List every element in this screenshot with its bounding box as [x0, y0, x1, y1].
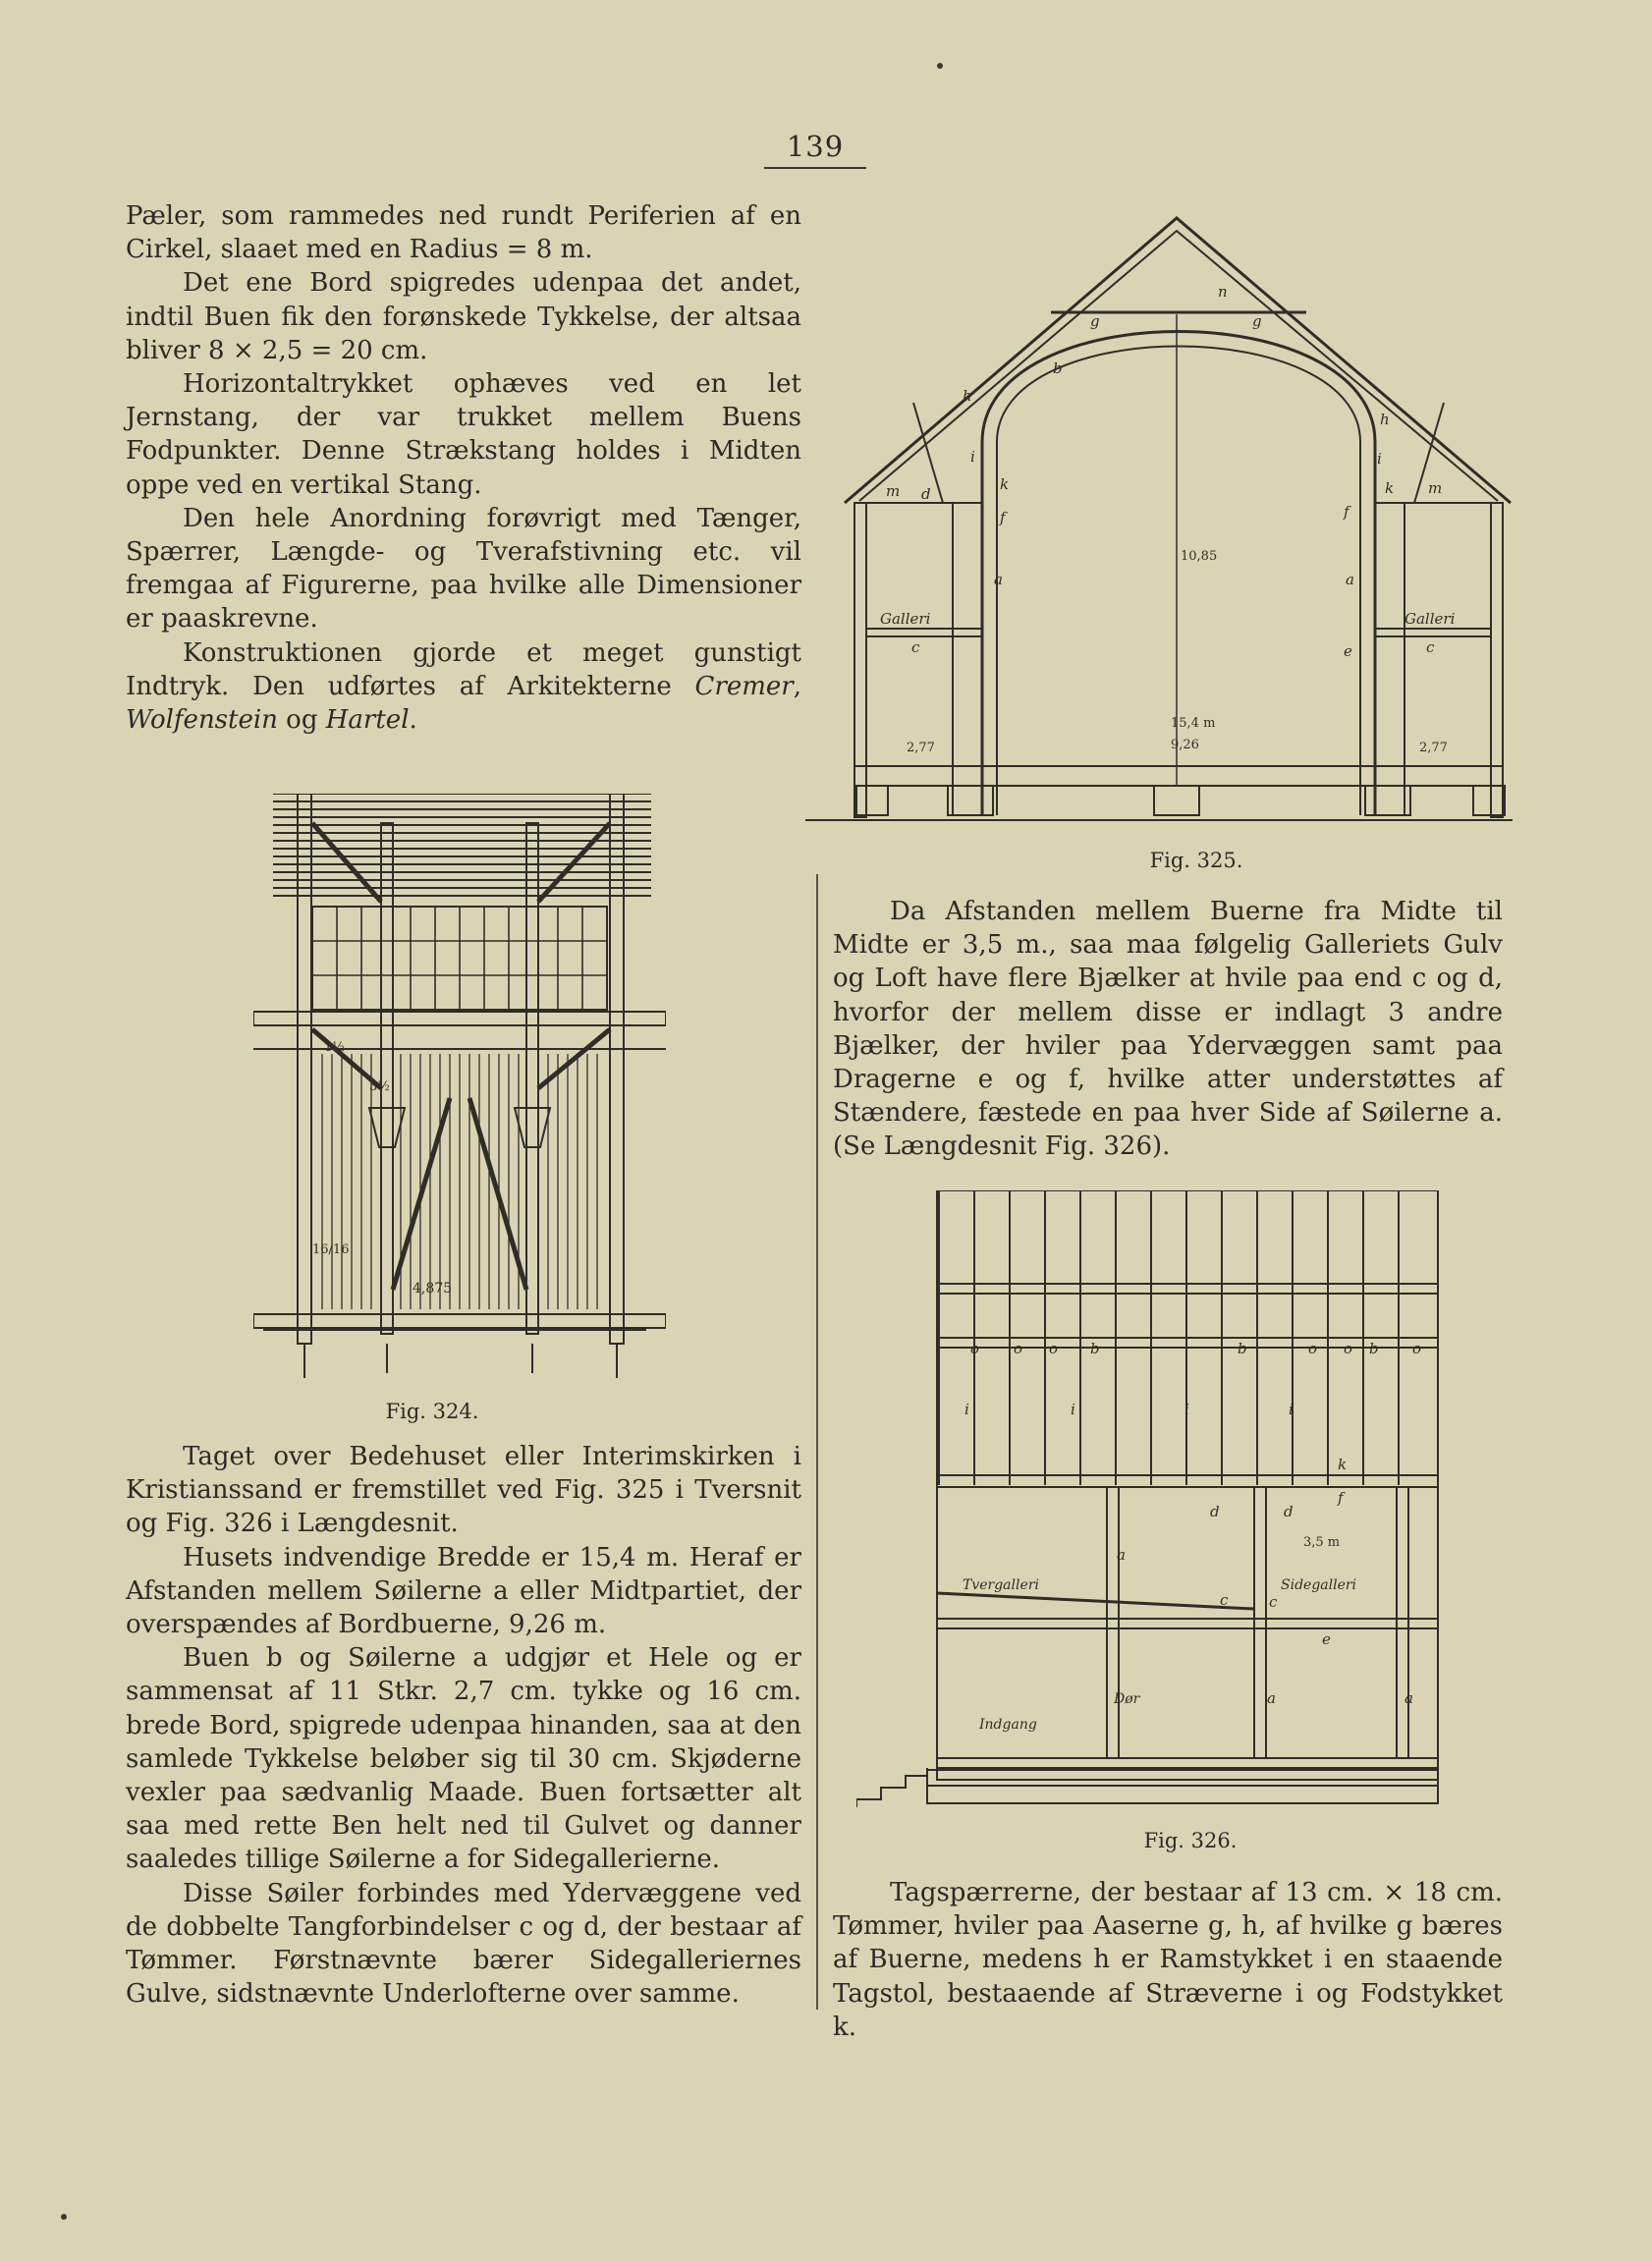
figure-324-caption: Fig. 324. [385, 1400, 479, 1423]
label: a [1346, 571, 1354, 588]
label: i [1184, 1401, 1189, 1418]
paragraph: Den hele Anordning forøvrigt med Tænger, Spærrer, Længde- og Tverafstivning etc. vil fremgaa af Figurerne, paa hvilke alle Dimensioner er paaskrevne. [126, 503, 801, 634]
height-label: 10,85 [1181, 549, 1218, 564]
post [298, 794, 311, 1344]
gallery-floor [1375, 629, 1491, 636]
label: c [1426, 638, 1435, 656]
label: o [970, 1340, 980, 1357]
label: c [1220, 1591, 1229, 1609]
label: c [1269, 1593, 1278, 1611]
label: Indgang [979, 1717, 1037, 1733]
figure-324-drawing [253, 794, 666, 1383]
paragraph: Pæler, som rammedes ned rundt Periferien af en Cirkel, slaaet med en Radius = 8 m. [126, 201, 801, 265]
pillar [1107, 1487, 1119, 1758]
right-column-mid-text [833, 895, 1503, 1164]
paragraph: Husets indvendige Bredde er 15,4 m. Heraf er Afstanden mellem Søilerne a eller Midtpartiet, der overspændes af Bordbuerne, 9,26 m. [126, 1542, 801, 1640]
label: o [1412, 1340, 1422, 1357]
label: Dør [1114, 1691, 1140, 1707]
label: i [1377, 450, 1382, 468]
label: e [1344, 642, 1352, 660]
label: o [1308, 1340, 1318, 1357]
paragraph: Horizontaltrykket ophæves ved en let Jernstang, der var trukket mellem Buens Fodpunkter. Denne Strækstang holdes i Midten oppe ved en vertikal Stang. [126, 369, 801, 500]
foundation-stone [1154, 786, 1199, 815]
paragraph: Tagspærrerne, der bestaar af 13 cm. × 18 cm. Tømmer, hviler paa Aaserne g, h, af hvilke g bæres af Buerne, medens h er Ramstykket i en staaende Tagstol, bestaaende af Stræverne i og Fodstykket k. [833, 1878, 1503, 2042]
paragraph: Taget over Bedehuset eller Interimskirken i Kristianssand er fremstillet ved Fig. 325 i Tversnit og Fig. 326 i Længdesnit. [126, 1442, 801, 1539]
architect-name: Hartel [325, 705, 410, 736]
architect-name: Cremer [694, 671, 794, 701]
dimension-label: 2,77 [1419, 741, 1448, 755]
label: o [1014, 1340, 1023, 1357]
roof-inner [859, 231, 1498, 501]
pillar [1397, 1487, 1408, 1758]
label: k [1000, 475, 1010, 493]
label: f [1338, 1489, 1344, 1507]
entry-steps [856, 1768, 927, 1807]
label: o [1049, 1340, 1059, 1357]
label: i [964, 1401, 969, 1418]
label: f [1344, 503, 1349, 521]
label: i [1071, 1401, 1075, 1418]
label: n [1218, 283, 1228, 301]
tvergalleri-slope [937, 1593, 1254, 1609]
figure-325-drawing [805, 206, 1513, 830]
paragraph-architects [126, 636, 801, 738]
figure-325-caption: Fig. 325. [1149, 849, 1243, 872]
post [381, 823, 393, 1334]
label: Galleri [880, 610, 931, 628]
diagonal-braces [312, 823, 610, 1290]
label: k [1338, 1456, 1348, 1473]
right-column-bottom-text [833, 1876, 1503, 2044]
label: m [886, 482, 901, 500]
dimension-label: 3½ [369, 1079, 390, 1094]
architect-name: Wolfenstein [126, 705, 278, 736]
label: h [963, 387, 972, 405]
label: a [1267, 1689, 1276, 1707]
label: e [1322, 1630, 1331, 1648]
dimension-label: 9,26 [1171, 738, 1199, 752]
label: 3,5 m [1303, 1535, 1341, 1550]
dimension-label: 16/16 [312, 1242, 350, 1257]
paragraph: Da Afstanden mellem Buerne fra Midte til Midte er 3,5 m., saa maa følgelig Galleriets Gulv og Loft have flere Bjælker at hvile paa end c og d, hvorfor der mellem disse er indlagt 3 andre Bjælker, der hviler paa Ydervæggen samt paa Dragerne e og f, hvilke atter understøttes af Stændere, fæstede en paa hver Side af Søilerne a. (Se Længdesnit Fig. 326). [833, 897, 1503, 1162]
beam [253, 1012, 666, 1025]
label: c [911, 638, 920, 656]
post [610, 794, 624, 1344]
gallery-floor [937, 1619, 1438, 1628]
pillar [1254, 1487, 1266, 1758]
figure-326-caption: Fig. 326. [1143, 1829, 1238, 1852]
window-grid [312, 907, 607, 1010]
text: Konstruktionen gjorde et meget gunstigt Indtryk. Den udførtes af Arkitekterne [126, 637, 801, 701]
paragraph: Det ene Bord spigredes udenpaa det andet, indtil Buen fik den forønskede Tykkelse, der altsaa bliver 8 × 2,5 = 20 cm. [126, 268, 801, 365]
paragraph: Disse Søiler forbindes med Ydervæggene ved de dobbelte Tangforbindelser c og d, der bestaar af Tømmer. Førstnævnte bærer Sidegalleriernes Gulve, sidstnævnte Underlofterne over samme. [126, 1878, 801, 2010]
page-number-rule [764, 167, 866, 169]
gallery-floor [866, 629, 982, 636]
foundation-stone [948, 786, 993, 815]
page-number: 139 [786, 130, 845, 163]
label: k [1385, 479, 1395, 497]
label: b [1053, 359, 1063, 377]
label: Tvergalleri [963, 1577, 1039, 1593]
label: d [1284, 1503, 1294, 1520]
outer-wall [854, 503, 866, 817]
text: , [793, 671, 801, 701]
dimension-label: 2,77 [907, 741, 935, 755]
dimension-label: 15,4 m [1171, 716, 1216, 731]
label: i [970, 448, 975, 466]
label: Galleri [1404, 610, 1456, 628]
dimension-label: 4,875 [413, 1281, 453, 1297]
label: h [1380, 411, 1390, 428]
label: f [1000, 509, 1006, 526]
label: g [1252, 312, 1262, 330]
print-speck [937, 63, 943, 69]
foundation-stone [856, 786, 888, 815]
beam [253, 1314, 666, 1328]
left-column-top-text [126, 199, 801, 737]
label: b [1238, 1340, 1247, 1357]
post-bracket [515, 1108, 550, 1147]
label: m [1428, 479, 1443, 497]
figure-326-drawing [856, 1190, 1465, 1807]
label: g [1090, 312, 1100, 330]
label: Sidegalleri [1281, 1577, 1357, 1593]
wall-boarding [322, 1054, 597, 1309]
label: a [1404, 1689, 1413, 1707]
roof-outline [845, 218, 1511, 503]
print-speck [61, 2214, 67, 2220]
text: og [277, 705, 326, 736]
dimension-label: 1½ [324, 1040, 345, 1055]
post [526, 823, 538, 1334]
label: d [1210, 1503, 1220, 1520]
column-divider [816, 874, 818, 2010]
label: a [1117, 1546, 1126, 1564]
label: d [921, 485, 931, 503]
label: i [1289, 1401, 1294, 1418]
ground-floor [937, 1758, 1438, 1768]
outer-wall [1491, 503, 1503, 817]
label: o [1344, 1340, 1353, 1357]
post-bracket [369, 1108, 405, 1147]
foundation-stone [1473, 786, 1505, 815]
paragraph: Buen b og Søilerne a udgjør et Hele og er sammensat af 11 Stkr. 2,7 cm. tykke og 16 cm. brede Bord, spigrede udenpaa hinanden, saa at den samlede Tykkelse beløber sig til 30 cm. Skjøderne vexler paa sædvanlig Maade. Buen fortsætter alt saa med rette Ben helt ned til Gulvet og danner saaledes tillige Søilerne a for Sidegallerierne. [126, 1643, 801, 1875]
label: b [1090, 1340, 1100, 1357]
label: a [994, 571, 1003, 588]
text: . [409, 705, 417, 736]
label: b [1369, 1340, 1379, 1357]
left-column-bottom-text [126, 1440, 801, 2011]
